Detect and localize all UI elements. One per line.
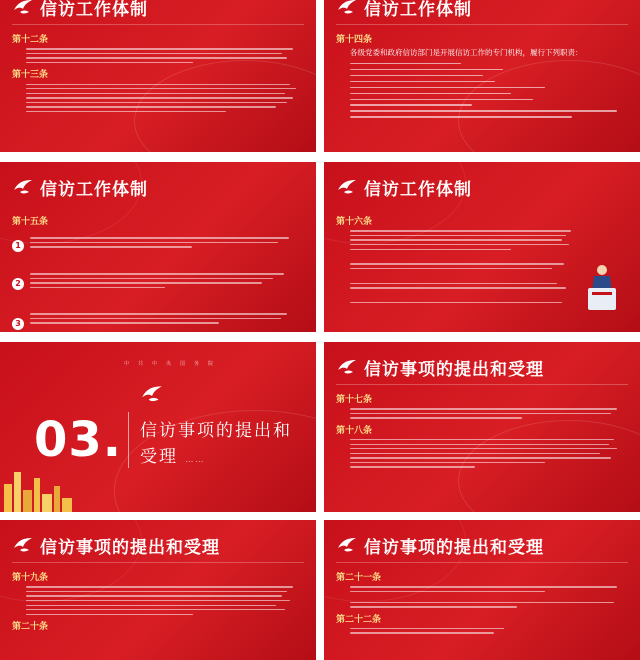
speaker-podium-icon bbox=[582, 262, 622, 312]
slide-header bbox=[12, 174, 148, 200]
section-title-text: 信访事项的提出和受理 bbox=[140, 421, 292, 467]
article-body bbox=[12, 48, 304, 63]
content-panel bbox=[336, 566, 628, 654]
article-lead: 各级党委和政府信访部门是开展信访工作的专门机构，履行下列职责： bbox=[350, 48, 583, 57]
slide-title: 信访工作体制 bbox=[40, 0, 148, 20]
slide-6[interactable] bbox=[324, 342, 640, 512]
list-item bbox=[30, 234, 300, 251]
article-body bbox=[336, 439, 628, 468]
article-body bbox=[336, 230, 580, 303]
slide-title: 信访事项的提出和受理 bbox=[364, 359, 544, 380]
dove-logo-icon bbox=[12, 178, 34, 196]
slide-1[interactable] bbox=[0, 0, 316, 152]
section-number: 03. bbox=[34, 412, 123, 468]
content-panel bbox=[336, 28, 628, 146]
slide-title: 信访事项的提出和受理 bbox=[40, 537, 220, 558]
content-panel bbox=[336, 388, 628, 506]
divider bbox=[336, 24, 628, 25]
dove-logo-icon bbox=[336, 0, 358, 16]
article-heading: 第十四条 bbox=[336, 35, 373, 45]
slide-title: 信访工作体制 bbox=[40, 179, 148, 200]
slide-title: 信访工作体制 bbox=[364, 179, 472, 200]
article-body bbox=[12, 586, 304, 615]
list-item bbox=[30, 310, 300, 327]
divider bbox=[128, 412, 129, 468]
slide-header bbox=[336, 354, 544, 380]
slide-header bbox=[336, 532, 544, 558]
article-heading: 第十三条 bbox=[12, 70, 49, 81]
article-heading: 第二十一条 bbox=[336, 573, 382, 583]
section-dots: …… bbox=[185, 455, 206, 464]
article-heading: 第十七条 bbox=[336, 395, 373, 405]
content-panel bbox=[12, 210, 304, 326]
dove-logo-icon bbox=[336, 536, 358, 554]
slide-title: 信访工作体制 bbox=[364, 0, 472, 20]
slide-8[interactable] bbox=[324, 520, 640, 660]
dove-logo-icon bbox=[140, 384, 164, 404]
article-body bbox=[336, 586, 628, 607]
article-heading: 第十六条 bbox=[336, 217, 373, 227]
dove-logo-icon bbox=[12, 0, 34, 16]
content-panel bbox=[12, 566, 304, 654]
article-heading: 第十五条 bbox=[12, 217, 49, 227]
slide-header bbox=[336, 174, 472, 200]
article-body bbox=[336, 628, 510, 634]
article-body bbox=[336, 408, 628, 419]
slide-header bbox=[12, 532, 220, 558]
list-number: 3 bbox=[12, 318, 24, 330]
list-number: 1 bbox=[12, 240, 24, 252]
duty-list bbox=[336, 63, 628, 118]
dove-logo-icon bbox=[336, 178, 358, 196]
divider bbox=[336, 384, 628, 385]
content-panel bbox=[12, 28, 304, 146]
list-item bbox=[30, 270, 300, 292]
article-heading: 第十二条 bbox=[12, 35, 49, 45]
list-number: 2 bbox=[12, 278, 24, 290]
slide-5-section[interactable] bbox=[0, 342, 316, 512]
slide-header bbox=[12, 0, 148, 20]
slide-7[interactable] bbox=[0, 520, 316, 660]
article-heading: 第二十二条 bbox=[336, 614, 382, 625]
slide-header bbox=[336, 0, 472, 20]
numbered-list bbox=[12, 230, 304, 332]
section-title bbox=[140, 418, 310, 473]
article-body bbox=[12, 84, 304, 113]
slide-title: 信访事项的提出和受理 bbox=[364, 537, 544, 558]
city-skyline-icon bbox=[0, 464, 80, 512]
section-subtitle: 中共中央国务院 bbox=[124, 361, 223, 367]
divider bbox=[336, 562, 628, 563]
divider bbox=[12, 562, 304, 563]
slide-3[interactable] bbox=[0, 162, 316, 332]
dove-logo-icon bbox=[12, 536, 34, 554]
slide-4[interactable] bbox=[324, 162, 640, 332]
article-heading: 第二十条 bbox=[12, 622, 49, 633]
divider bbox=[12, 24, 304, 25]
slide-2[interactable] bbox=[324, 0, 640, 152]
article-heading: 第十九条 bbox=[12, 573, 49, 583]
dove-logo-icon bbox=[336, 358, 358, 376]
article-heading: 第十八条 bbox=[336, 425, 373, 436]
